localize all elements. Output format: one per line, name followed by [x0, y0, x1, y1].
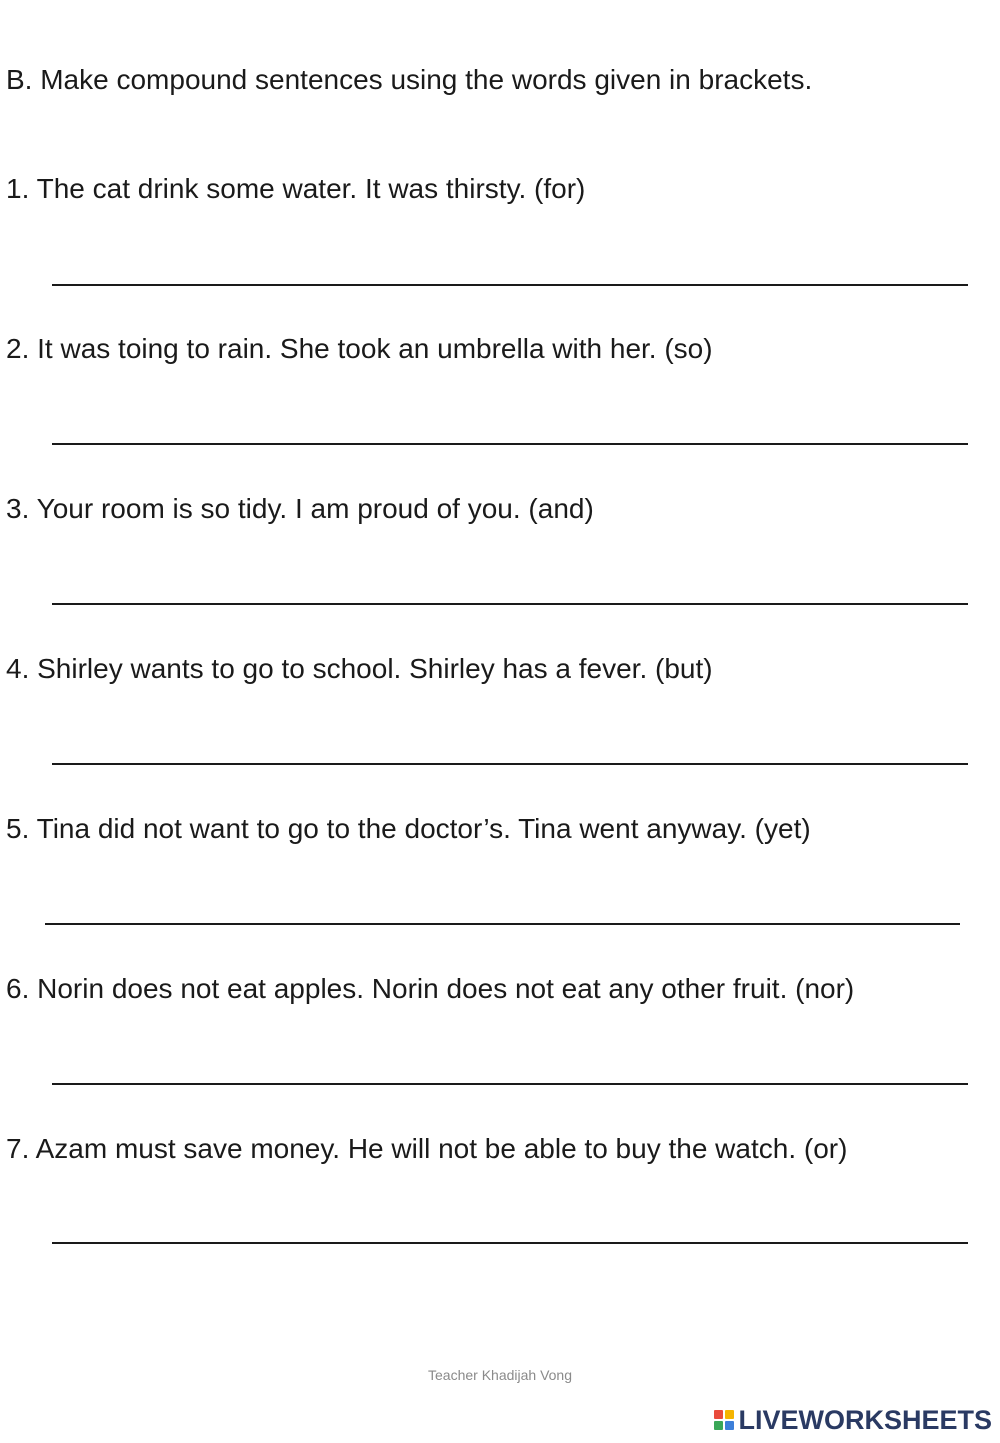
answer-line-6[interactable]: [52, 1083, 968, 1085]
answer-line-5[interactable]: [45, 923, 960, 925]
question-6: 6. Norin does not eat apples. Norin does not eat any other fruit. (nor): [6, 973, 855, 1004]
answer-line-4[interactable]: [52, 763, 968, 765]
logo-square-blue: [725, 1421, 734, 1430]
question-5: 5. Tina did not want to go to the doctor’s. Tina went anyway. (yet): [6, 813, 811, 844]
answer-line-7[interactable]: [52, 1242, 968, 1244]
brand-name: LIVEWORKSHEETS: [738, 1405, 992, 1435]
answer-line-1[interactable]: [52, 284, 968, 286]
logo-square-red: [714, 1410, 723, 1419]
question-4: 4. Shirley wants to go to school. Shirley has a fever. (but): [6, 653, 713, 684]
question-7: 7. Azam must save money. He will not be able to buy the watch. (or): [6, 1133, 848, 1164]
brand-watermark: [714, 1405, 992, 1435]
instruction-heading: B. Make compound sentences using the words given in brackets.: [6, 64, 813, 95]
logo-square-green: [714, 1421, 723, 1430]
footer-credit: Teacher Khadijah Vong: [428, 1367, 572, 1383]
answer-line-3[interactable]: [52, 603, 968, 605]
question-3: 3. Your room is so tidy. I am proud of you. (and): [6, 493, 594, 524]
answer-line-2[interactable]: [52, 443, 968, 445]
liveworksheets-logo-icon: [714, 1410, 734, 1430]
logo-square-yellow: [725, 1410, 734, 1419]
question-2: 2. It was toing to rain. She took an umbrella with her. (so): [6, 333, 713, 364]
question-1: 1. The cat drink some water. It was thirsty. (for): [6, 173, 586, 204]
